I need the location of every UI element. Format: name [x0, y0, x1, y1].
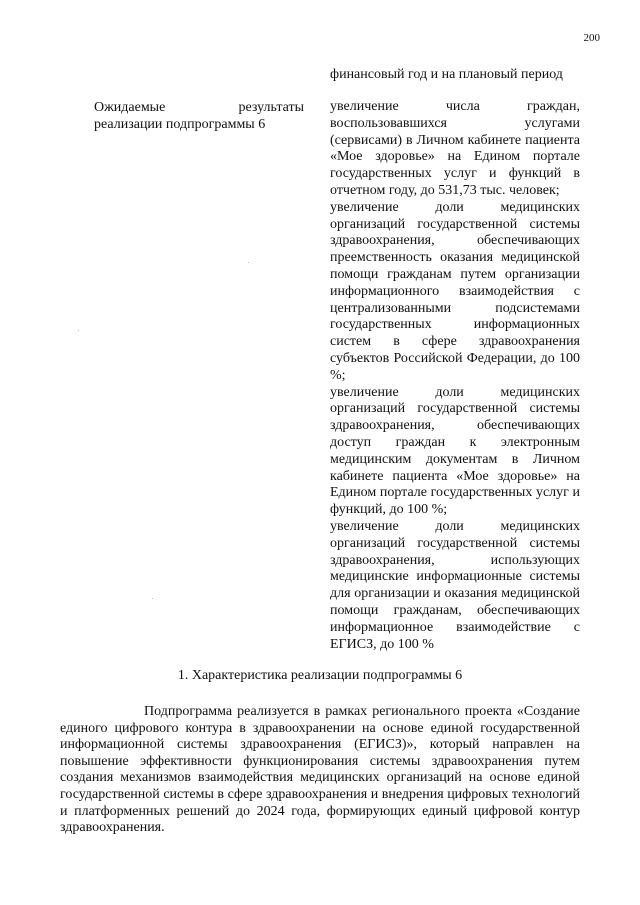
scan-speck: [78, 330, 79, 331]
result-item: увеличение числа граждан, воспользовавшихся услугами (сервисами) в Личном кабинете пациента «Мое здоровье» на Едином портале государственных услуг и функций в отчетном году, до 531,73 тыс. человек;: [330, 99, 580, 198]
top-line: финансовый год и на плановый период: [330, 67, 563, 82]
page-number: 200: [583, 32, 600, 44]
result-item: увеличение доли медицинских организаций государственной системы здравоохранения, обеспечивающих доступ граждан к электронным медицинским документам в Личном кабинете пациента «Мое здоровье» на Едином портале государственных услуг и функций, до 100 %;: [330, 384, 580, 518]
result-item: увеличение доли медицинских организаций государственной системы здравоохранения, обеспечивающих преемственность оказания медицинской помощи гражданам путем организации информационного взаимодействия с централизованными подсистемами государственных информационных систем в сфере здравоохранения субъектов Российской Федерации, до 100 %;: [330, 199, 580, 383]
table-right-cell: [330, 99, 580, 653]
result-item: увеличение доли медицинских организаций государственной системы здравоохранения, использующих медицинские информационные системы для организации и оказания медицинской помощи гражданам, обеспечивающих информационное взаимодействие с ЕГИСЗ, до 100 %: [330, 518, 580, 652]
section-heading: 1. Характеристика реализации подпрограммы 6: [177, 668, 463, 683]
scan-speck: [248, 262, 249, 263]
scan-speck: [152, 598, 153, 599]
table-left-cell: Ожидаемые результаты реализации подпрограммы 6: [94, 100, 304, 132]
body-paragraph: Подпрограмма реализуется в рамках регионального проекта «Создание единого цифрового контура в здравоохранении на основе единой государственной информационной системы здравоохранения (ЕГИСЗ)», который направлен на повышение эффективности функционирования системы здравоохранения путем создания механизмов взаимодействия медицинских организаций на основе единой государственной системы в сфере здравоохранения и внедрения цифровых технологий и платформенных решений до 2024 года, формирующих единый цифровой контур здравоохранения.: [60, 704, 580, 836]
